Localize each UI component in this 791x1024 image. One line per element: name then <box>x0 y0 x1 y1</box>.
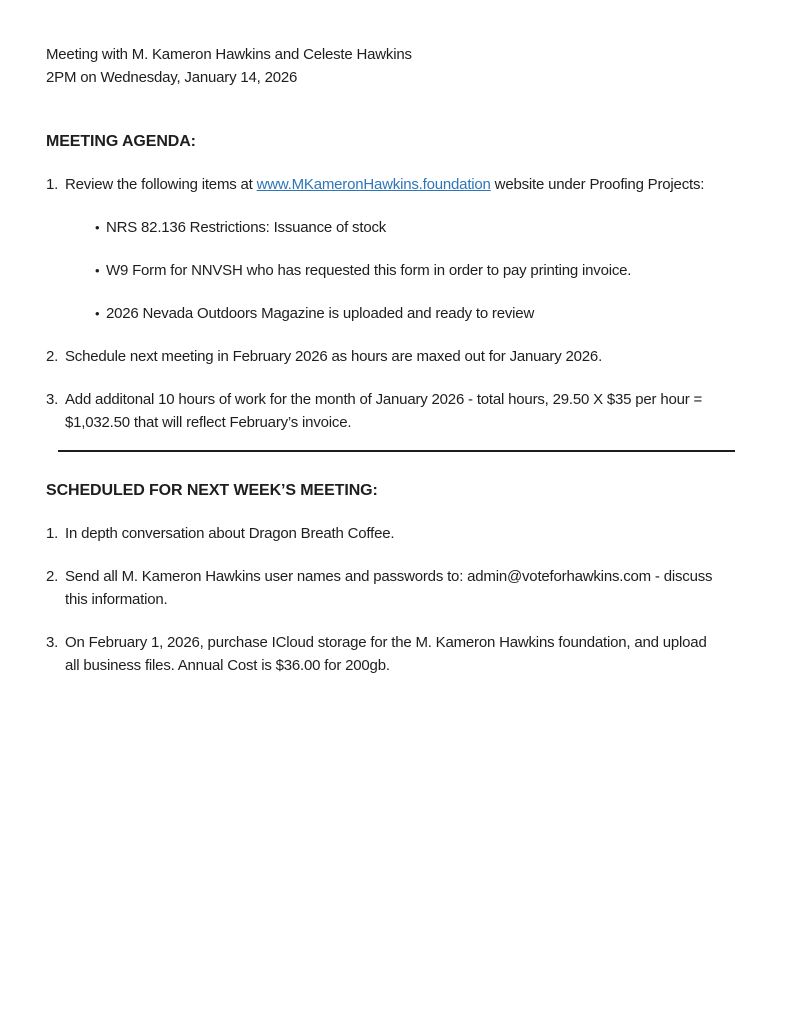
agenda-item-1 <box>46 173 739 196</box>
next-week-item-1-text: In depth conversation about Dragon Breath Coffee. <box>65 525 395 542</box>
item-number: 2. <box>46 348 59 365</box>
meeting-datetime: 2PM on Wednesday, January 14, 2026 <box>46 69 298 86</box>
text-after-link: website under Proofing Projects: <box>490 176 705 193</box>
agenda-heading: MEETING AGENDA: <box>46 133 196 150</box>
item-number: 1. <box>46 176 59 193</box>
meeting-title: Meeting with M. Kameron Hawkins and Celeste Hawkins <box>46 46 412 63</box>
next-week-item-2-line-1: Send all M. Kameron Hawkins user names and passwords to: admin@voteforhawkins.com - discuss <box>65 568 713 585</box>
agenda-item-3-line-2: $1,032.50 that will reflect February’s invoice. <box>65 414 352 431</box>
agenda-bullet-2 <box>46 259 739 282</box>
item-number: 3. <box>46 391 59 408</box>
next-week-heading: SCHEDULED FOR NEXT WEEK’S MEETING: <box>46 482 378 499</box>
bullet-text: 2026 Nevada Outdoors Magazine is uploaded and ready to review <box>106 305 535 322</box>
next-week-item-2 <box>46 565 739 611</box>
bullet-icon: • <box>95 220 100 235</box>
next-week-item-3-line-1: On February 1, 2026, purchase ICloud storage for the M. Kameron Hawkins foundation, and upload <box>65 634 707 651</box>
agenda-bullet-3 <box>46 302 739 325</box>
item-number: 3. <box>46 634 59 651</box>
agenda-item-2-text: Schedule next meeting in February 2026 as hours are maxed out for January 2026. <box>65 348 603 365</box>
next-week-item-1 <box>46 522 739 545</box>
bullet-text: NRS 82.136 Restrictions: Issuance of stock <box>106 219 387 236</box>
section-divider <box>58 450 735 452</box>
next-week-item-2-line-2: this information. <box>65 591 168 608</box>
bullet-icon: • <box>95 263 100 278</box>
item-number: 2. <box>46 568 59 585</box>
foundation-website-link[interactable]: www.MKameronHawkins.foundation <box>256 176 491 193</box>
agenda-item-3-line-1: Add additonal 10 hours of work for the month of January 2026 - total hours, 29.50 X $35 per hour = <box>65 391 703 408</box>
text-before-link: Review the following items at <box>65 176 257 193</box>
bullet-text: W9 Form for NNVSH who has requested this form in order to pay printing invoice. <box>106 262 632 279</box>
agenda-item-1-text <box>65 173 739 196</box>
bullet-icon: • <box>95 306 100 321</box>
meeting-header <box>46 43 739 89</box>
agenda-item-3 <box>46 388 739 434</box>
agenda-bullet-1 <box>46 216 739 239</box>
next-week-item-3 <box>46 631 739 677</box>
agenda-item-2 <box>46 345 739 368</box>
next-week-item-3-line-2: all business files. Annual Cost is $36.00 for 200gb. <box>65 657 390 674</box>
item-number: 1. <box>46 525 59 542</box>
